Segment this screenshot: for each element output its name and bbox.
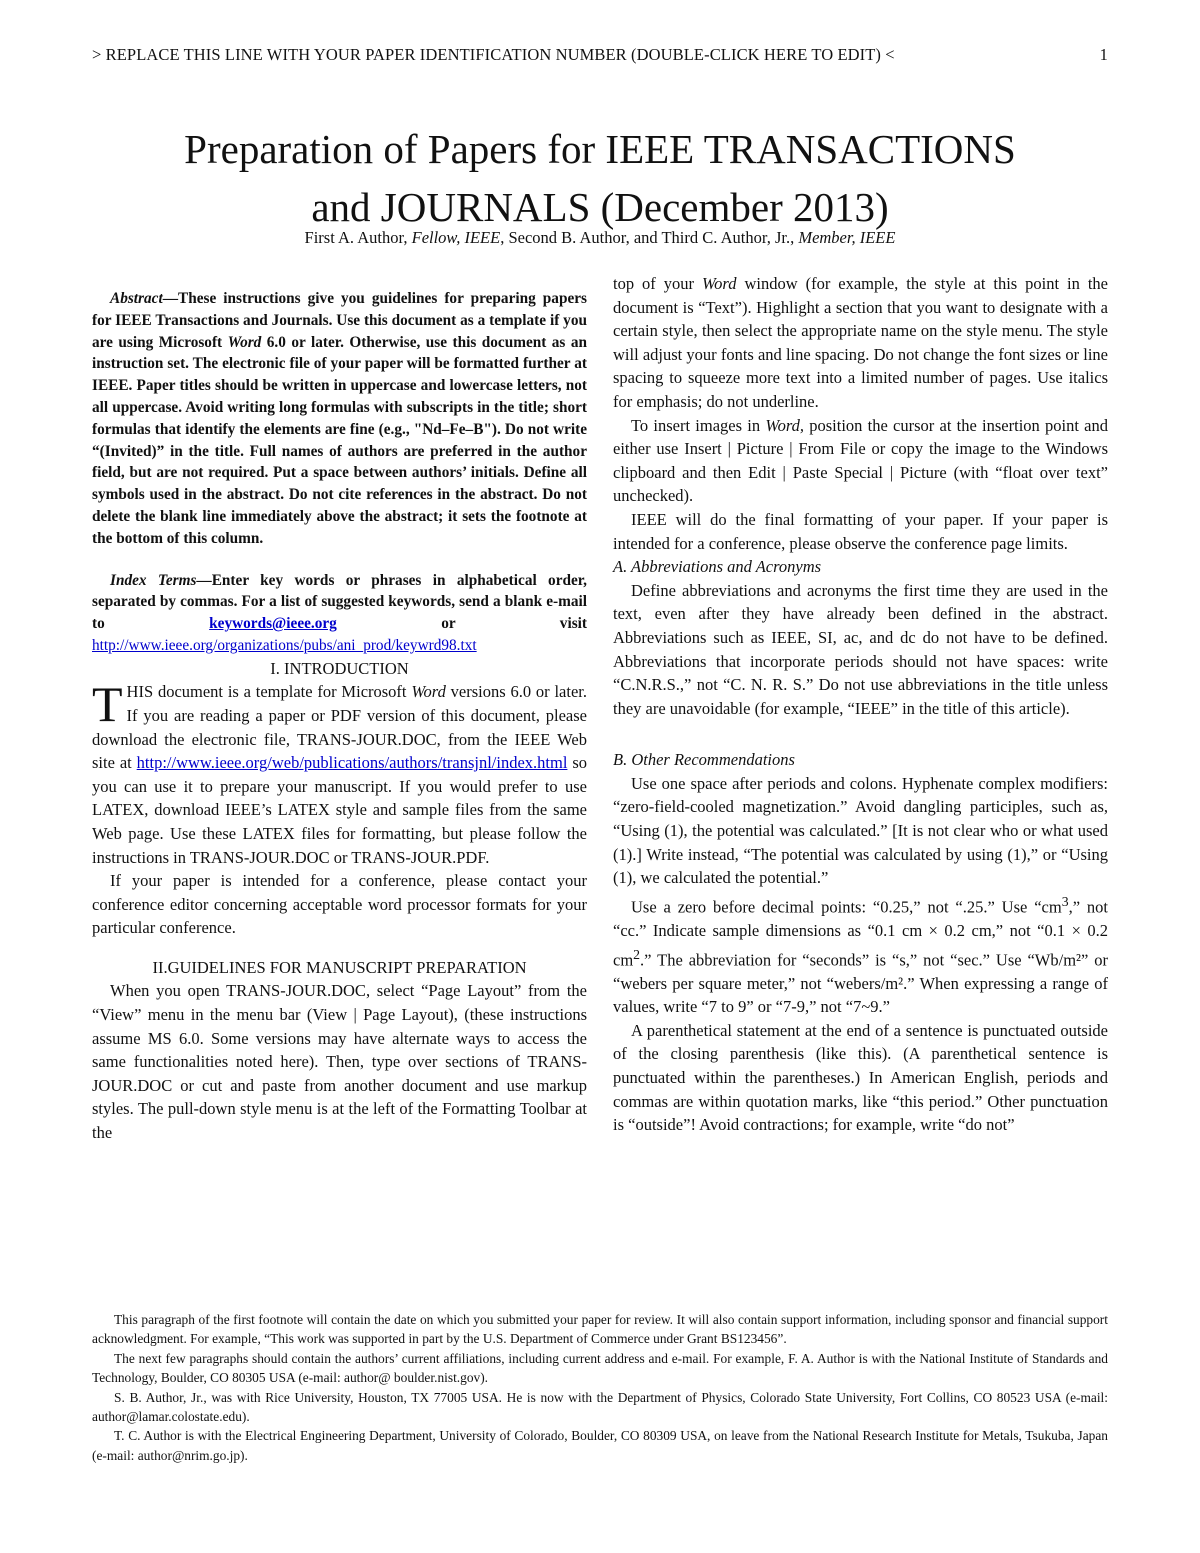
keywords-email-link[interactable]: keywords@ieee.org bbox=[209, 615, 337, 633]
heading-text: M bbox=[306, 957, 321, 977]
paragraph-italic: Word, bbox=[765, 415, 805, 435]
footnote-1: This paragraph of the first footnote will contain the date on which you submitted your paper for review. It will also contain support information, including sponsor and financial support acknowledgment. For example, “This work was supported in part by the U.S. Department of Commerce under Grant BS123456”. bbox=[92, 1312, 1108, 1347]
heading-text: P bbox=[416, 957, 426, 977]
heading-smallcaps: OR bbox=[278, 957, 306, 977]
title-text: and J bbox=[311, 184, 397, 230]
paragraph-text: top of your bbox=[613, 274, 702, 293]
paper-title bbox=[60, 120, 1140, 236]
abstract-word: Word bbox=[227, 333, 262, 351]
author-role: Member, IEEE bbox=[798, 228, 896, 247]
section-heading-introduction bbox=[92, 657, 587, 681]
paragraph-text: so you can use it to prepare your manuscript. If you would prefer to use LATEX, download IEEE’s LATEX style and sample files from the same Web page. Use these LATEX files for formatting, but please follow the instructions in TRANS-JOUR.DOC or TRANS-JOUR.PDF. bbox=[92, 753, 588, 867]
intro-paragraph-2: If your paper is intended for a conference, please contact your conference editor concerning acceptable word processor formats for your particular conference. bbox=[92, 871, 587, 938]
heading-smallcaps: ANUSCRIPT bbox=[320, 957, 417, 977]
abstract-text: 6.0 or later. Otherwise, use this document as an instruction set. The electronic file of your paper will be formatted further at IEEE. Paper titles should be written in uppercase and lowercase letters, not all uppercase. Avoid writing long formulas with subscripts in the title; short formulas that identify the elements are fine (e.g., "Nd–Fe–B"). Do not write “(Invited)” in the title. Full names of authors are preferred in the author field, but are not required. Put a space between authors’ initials. Define all symbols used in the abstract. Do not cite references in the abstract. Do not delete the blank line immediately above the abstract; it sets the footnote at the bottom of this column. bbox=[92, 333, 587, 547]
guidelines-paragraph-1: When you open TRANS-JOUR.DOC, select “Page Layout” from the “View” menu in the menu bar (View | Page Layout), (these instructions assume MS 6.0. Some versions may have alternate ways to access the same functionalities noted here). Then, type over sections of TRANS-JOUR.DOC or cut and paste from another document and use markup styles. The pull-down style menu is at the left of the Formatting Toolbar at the bbox=[92, 981, 587, 1143]
heading-smallcaps: NTRODUCTION bbox=[289, 658, 409, 678]
paragraph-text: To insert images in bbox=[631, 415, 766, 435]
index-terms-text: —Enter key words or phrases in alphabetical order, separated by commas. For a list of suggested keywords, send a blank e-mail to bbox=[92, 571, 587, 633]
section-heading-guidelines bbox=[92, 956, 587, 980]
footnote-4: T. C. Author is with the Electrical Engineering Department, University of Colorado, Boulder, CO 80309 USA, on leave from the National Research Institute for Metals, Tsukuba, Japan (e-mail: author@nrim.go.jp). bbox=[92, 1428, 1108, 1463]
author-line bbox=[60, 228, 1140, 248]
heading-smallcaps: UIDELINES bbox=[179, 957, 270, 977]
paragraph-italic: Word bbox=[411, 682, 446, 702]
paragraph-text: position the cursor at the insertion point and either use Insert | Picture | From File or copy the image to the Windows clipboard and then Edit | Paste Special | Picture (with “float over text” unchecked). bbox=[613, 415, 1108, 506]
footnote-2: The next few paragraphs should contain the authors’ current affiliations, including current address and e-mail. For example, F. A. Author is with the National Institute of Standards and Technology, Boulder, CO 80305 USA (e-mail: author@ boulder.nist.gov). bbox=[92, 1350, 1108, 1386]
heading-text: F bbox=[269, 957, 279, 977]
index-terms-label: Index Terms bbox=[110, 571, 197, 589]
other-paragraph-3: A parenthetical statement at the end of a sentence is punctuated outside of the closing parenthesis (like this). (A parenthetical sentence is punctuated within the parentheses.) In American English, periods and commas are within quotation marks, like “this period.” Other punctuation is “outside”! Avoid contractions; for example, write “do not” bbox=[613, 1020, 1108, 1135]
footnote-3: S. B. Author, Jr., was with Rice University, Houston, TX 77005 USA. He is now with the Department of Physics, Colorado State University, Fort Collins, CO 80523 USA (e-mail: author@lamar.colostate.edu). bbox=[92, 1389, 1108, 1425]
guidelines-paragraph-3: IEEE will do the final formatting of your paper. If your paper is intended for a conference, please observe the conference page limits. bbox=[613, 509, 1108, 553]
left-column bbox=[92, 272, 587, 1145]
superscript: 2 bbox=[633, 946, 641, 962]
other-paragraph-2 bbox=[613, 890, 1108, 1019]
title-smallcaps: OURNALS bbox=[396, 184, 591, 230]
subsection-heading-abbreviations: A. Abbreviations and Acronyms bbox=[613, 557, 822, 577]
title-smallcaps: RANSACTIONS bbox=[728, 126, 1016, 172]
author-name: , Second B. Author, and Third C. Author, Jr., bbox=[500, 228, 799, 247]
paragraph-italic: Word bbox=[701, 274, 737, 293]
subsection-heading-other: B. Other Recommendations bbox=[613, 750, 795, 770]
paragraph-text: window (for example, the style at this point in the document is “Text”). Highlight a section that you want to designate with a certain style, then select the appropriate name on the style menu. The style will adjust your fonts and line spacing. Do not change the font sizes or line spacing to squeeze more text into a limited number of pages. Use italics for emphasis; do not underline. bbox=[613, 274, 1108, 411]
right-column bbox=[613, 272, 1108, 1137]
abbreviations-paragraph: Define abbreviations and acronyms the first time they are used in the text, even after they have already been defined in the abstract. Abbreviations such as IEEE, SI, ac, and dc do not have to be defined. Abbreviations that incorporate periods should not have spaces: write “C.N.R.S.,” not “C. N. R. S.” Do not use abbreviations in the title unless they are unavoidable (for example, “IEEE” in the title of this article). bbox=[613, 580, 1108, 718]
paragraph-text: Use a zero before decimal points: “0.25,” not “.25.” Use “cm bbox=[631, 897, 1062, 917]
drop-cap: T bbox=[92, 676, 123, 733]
guidelines-paragraph-2 bbox=[613, 414, 1108, 508]
heading-smallcaps: REPARATION bbox=[425, 957, 527, 977]
page-number: 1 bbox=[1099, 45, 1108, 64]
abstract-text: —These instructions give you guidelines for preparing papers for IEEE Transactions and Journals. Use this document as a template if you are using Microsoft bbox=[92, 290, 587, 351]
title-text: Preparation of Papers for IEEE T bbox=[184, 126, 729, 172]
title-text: (December 2013) bbox=[590, 184, 889, 230]
template-url-link[interactable]: http://www.ieee.org/web/publications/authors/transjnl/index.html bbox=[136, 753, 568, 773]
guidelines-paragraph-1-cont bbox=[613, 272, 1108, 414]
superscript: 3 bbox=[1061, 893, 1069, 909]
intro-paragraph-1 bbox=[92, 676, 588, 869]
keywords-url-link[interactable]: http://www.ieee.org/organizations/pubs/ani_prod/keywrd98.txt bbox=[92, 636, 477, 654]
author-role: Fellow, IEEE bbox=[411, 228, 501, 247]
abstract bbox=[92, 288, 587, 550]
paper-id-line[interactable]: > REPLACE THIS LINE WITH YOUR PAPER IDENTIFICATION NUMBER (DOUBLE-CLICK HERE TO EDIT) < bbox=[92, 45, 895, 64]
heading-text: II.G bbox=[152, 957, 180, 977]
other-paragraph-1: Use one space after periods and colons. Hyphenate complex modifiers: “zero-field-cooled magnetization.” Avoid dangling participles, such as, “Using (1), the potential was calculated.” [It is not clear who or what used (1).] Write instead, “The potential was calculated by using (1),” or “Using (1), we calculated the potential.” bbox=[613, 773, 1108, 888]
abstract-label: Abstract bbox=[110, 290, 163, 307]
heading-text: I. I bbox=[270, 658, 290, 678]
paragraph-text: ,” not “cc.” Indicate sample dimensions as “0.1 cm × 0.2 cm,” not “0.1 × 0.2 cm bbox=[613, 897, 1108, 970]
footnotes bbox=[92, 1310, 1108, 1465]
paragraph-text: HIS document is a template for Microsoft bbox=[126, 682, 412, 702]
index-terms-text: or visit bbox=[336, 615, 587, 633]
index-terms bbox=[92, 570, 587, 657]
paragraph-text: versions 6.0 or later. If you are reading a paper or PDF version of this document, please download the electronic file, TRANS-JOUR.DOC, from the IEEE Web site at bbox=[92, 682, 588, 773]
author-name: First A. Author, bbox=[304, 228, 412, 247]
paragraph-text: .” The abbreviation for “seconds” is “s,” not “sec.” Use “Wb/m²” or “webers per square meter,” not “webers/m².” When expressing a range of values, write “7 to 9” or “7-9,” not “7~9.” bbox=[613, 950, 1108, 1017]
